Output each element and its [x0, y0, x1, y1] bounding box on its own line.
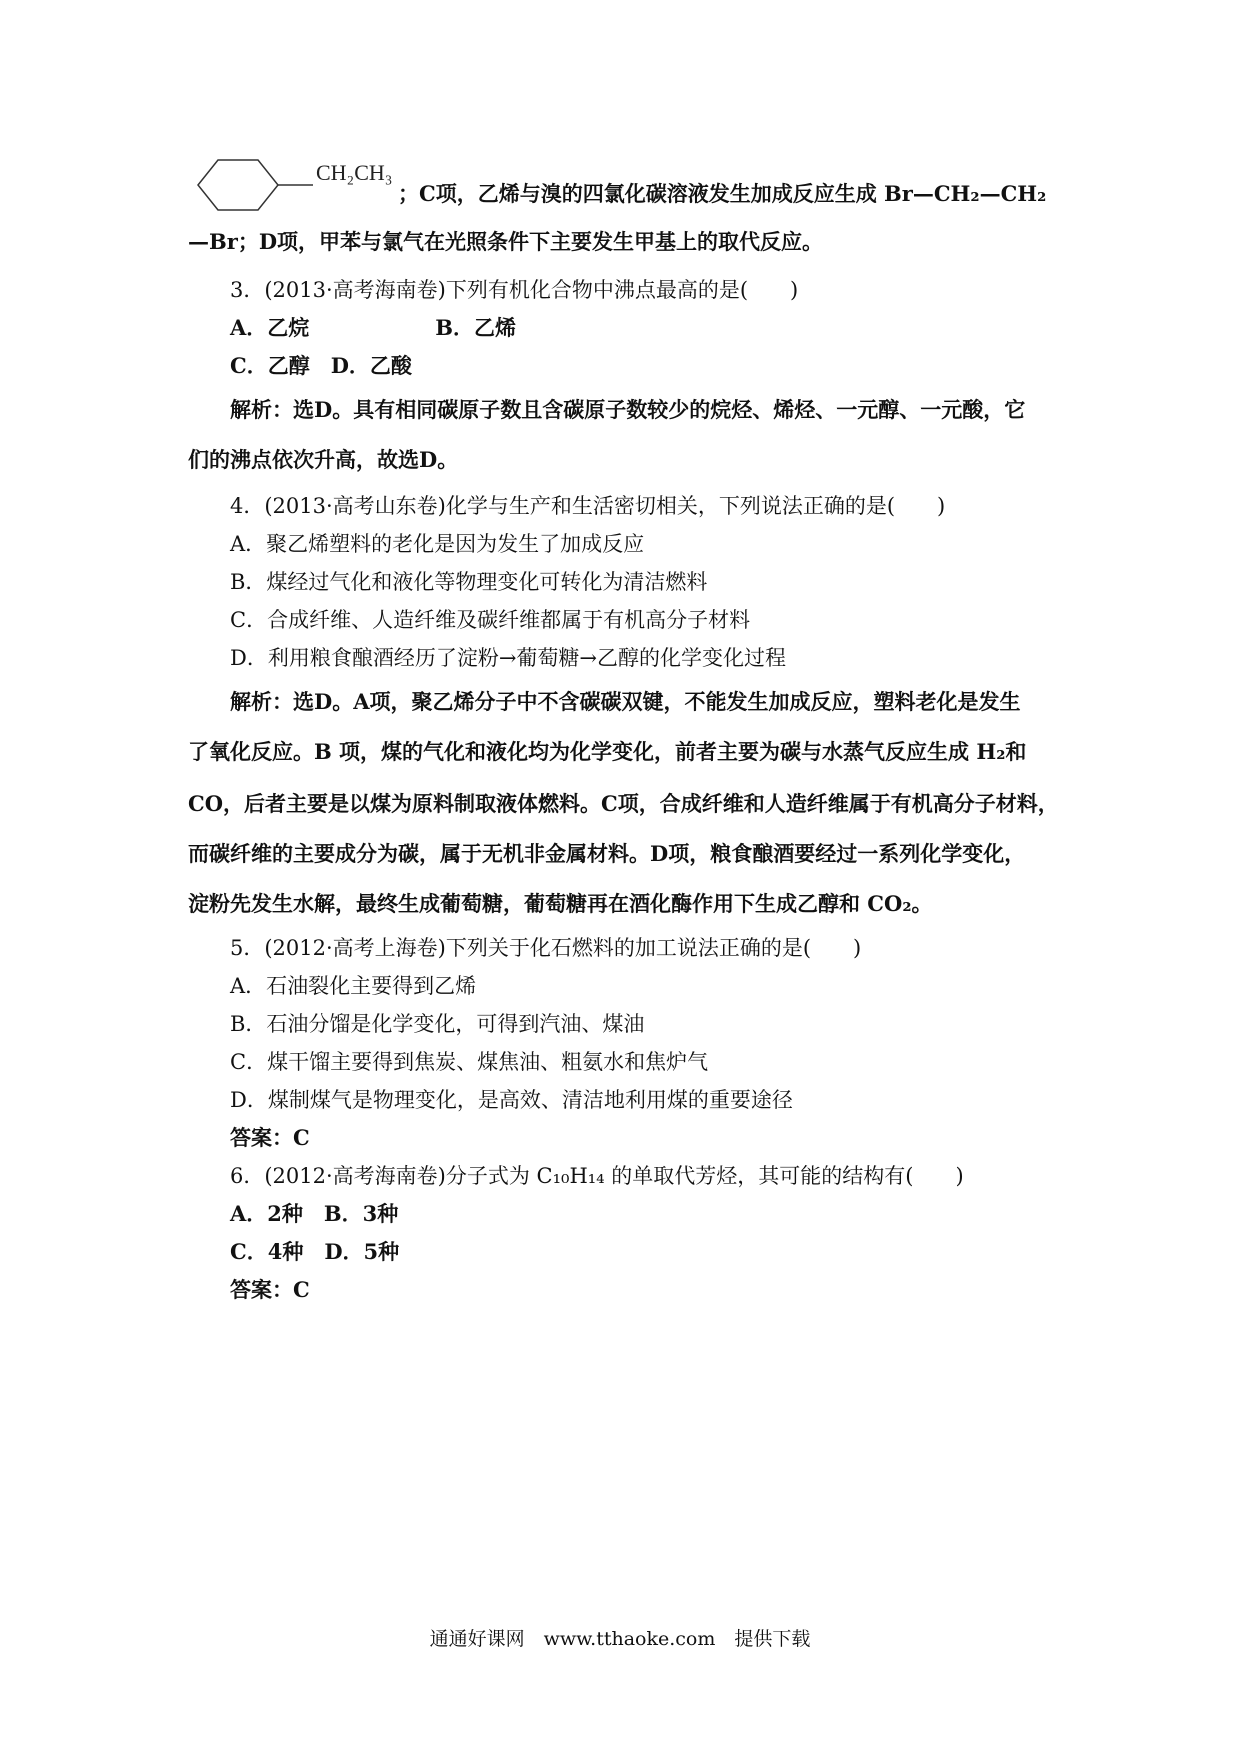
- question-5-option-a: A．石油裂化主要得到乙烯: [230, 974, 477, 998]
- question-3-options-ab: A．乙烷 B．乙烯: [230, 315, 517, 340]
- question-4-stem: 4．(2013·高考山东卷)化学与生产和生活密切相关，下列说法正确的是( ): [230, 494, 946, 518]
- page-footer: 通通好课网 www.tthaoke.com 提供下载: [429, 1628, 811, 1650]
- question-3-options-cd: C．乙醇 D．乙酸: [230, 353, 412, 378]
- question-4-analysis-3: CO，后者主要是以煤为原料制取液体燃料。C项，合成纤维和人造纤维属于有机高分子材料，: [188, 791, 1059, 816]
- question-4-analysis-4: 而碳纤维的主要成分为碳，属于无机非金属材料。D项，粮食酿酒要经过一系列化学变化，: [188, 841, 1026, 866]
- question-4-option-b: B．煤经过气化和液化等物理变化可转化为清洁燃料: [230, 570, 708, 594]
- text-line-1: ；C项，乙烯与溴的四氯化碳溶液发生加成反应生成 Br—CH₂—CH₂: [398, 181, 1047, 206]
- question-6-answer: 答案：C: [230, 1277, 310, 1302]
- question-5-option-d: D．煤制煤气是物理变化，是高效、清洁地利用煤的重要途径: [230, 1088, 793, 1112]
- question-5-stem: 5．(2012·高考上海卷)下列关于化石燃料的加工说法正确的是( ): [230, 936, 862, 960]
- question-6-stem: 6．(2012·高考海南卷)分子式为 C₁₀H₁₄ 的单取代芳烃，其可能的结构有( ): [230, 1164, 964, 1188]
- question-4-option-c: C．合成纤维、人造纤维及碳纤维都属于有机高分子材料: [230, 608, 751, 632]
- question-5-answer: 答案：C: [230, 1125, 310, 1150]
- question-4-analysis-1: 解析：选D。A项，聚乙烯分子中不含碳碳双键，不能发生加成反应，塑料老化是发生: [230, 689, 1021, 714]
- ethyl-group-label: CH₂CH₃: [316, 160, 393, 185]
- question-5-option-c: C．煤干馏主要得到焦炭、煤焦油、粗氨水和焦炉气: [230, 1050, 709, 1074]
- text-line-2: —Br；D项，甲苯与氯气在光照条件下主要发生甲基上的取代反应。: [188, 229, 824, 254]
- question-3-analysis-2: 们的沸点依次升高，故选D。: [188, 447, 459, 472]
- question-3-analysis-1: 解析：选D。具有相同碳原子数且含碳原子数较少的烷烃、烯烃、一元醇、一元酸，它: [230, 397, 1026, 422]
- question-5-option-b: B．石油分馏是化学变化，可得到汽油、煤油: [230, 1012, 645, 1036]
- question-4-option-d: D．利用粮食酿酒经历了淀粉→葡萄糖→乙醇的化学变化过程: [230, 646, 787, 670]
- question-4-analysis-2: 了氧化反应。B 项，煤的气化和液化均为化学变化，前者主要为碳与水蒸气反应生成 H₂和: [188, 739, 1027, 764]
- question-6-options-cd: C．4种 D．5种: [230, 1239, 400, 1264]
- question-4-option-a: A．聚乙烯塑料的老化是因为发生了加成反应: [230, 532, 645, 556]
- question-4-analysis-5: 淀粉先发生水解，最终生成葡萄糖，葡萄糖再在酒化酶作用下生成乙醇和 CO₂。: [188, 891, 933, 916]
- question-6-options-ab: A．2种 B．3种: [230, 1201, 399, 1226]
- question-3-stem: 3．(2013·高考海南卷)下列有机化合物中沸点最高的是( ): [230, 278, 799, 302]
